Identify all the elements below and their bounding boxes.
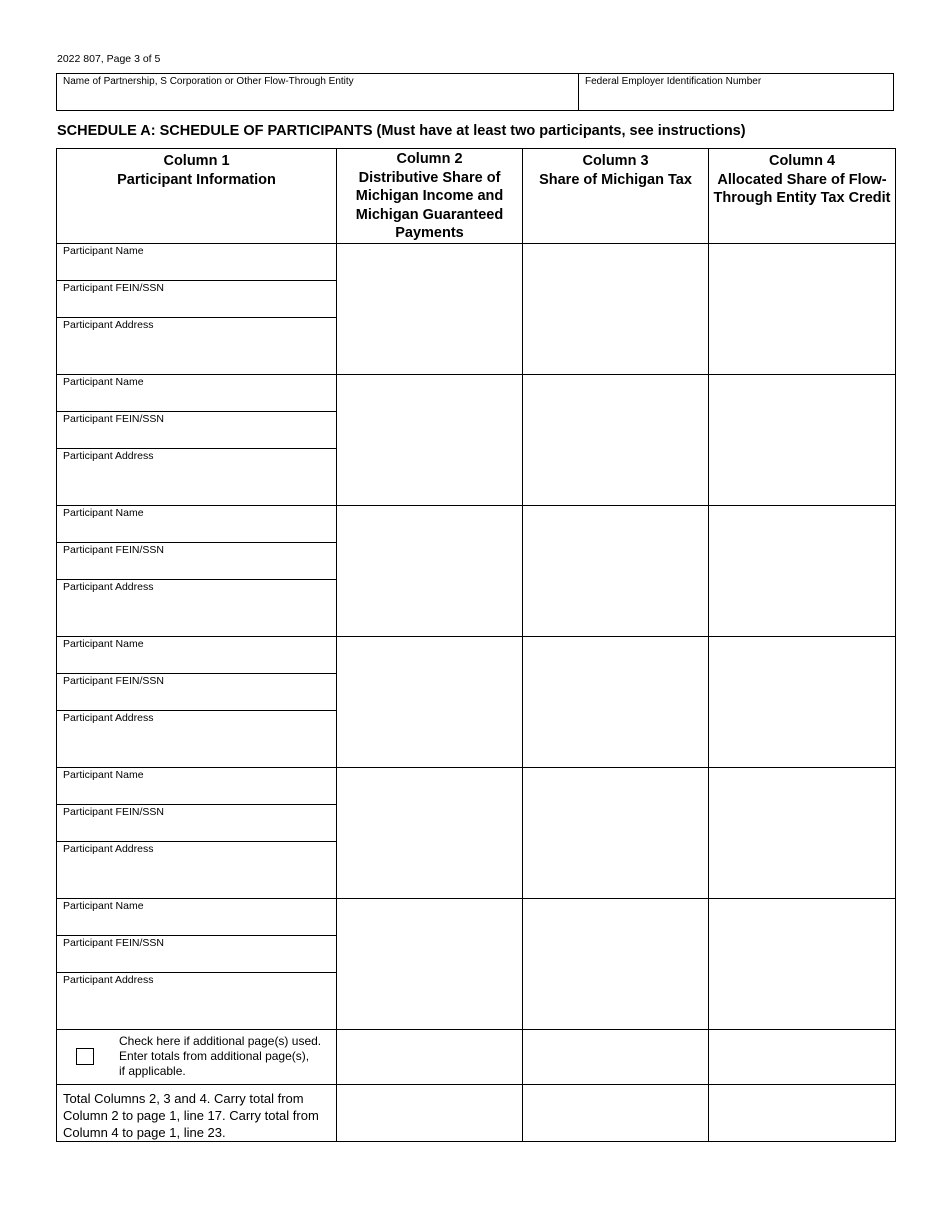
participant-name-label: Participant Name bbox=[63, 506, 144, 519]
additional-pages-cell bbox=[57, 1029, 337, 1084]
participant-address-label: Participant Address bbox=[63, 449, 154, 462]
additional-column-2-field[interactable] bbox=[337, 1029, 523, 1084]
michigan-tax-share-field[interactable] bbox=[523, 374, 709, 505]
total-column-4-field[interactable] bbox=[709, 1084, 896, 1141]
participant-name-label: Participant Name bbox=[63, 375, 144, 388]
additional-pages-text bbox=[119, 1034, 321, 1079]
participant-address-label: Participant Address bbox=[63, 580, 154, 593]
participant-address-label: Participant Address bbox=[63, 842, 154, 855]
allocated-credit-field[interactable] bbox=[709, 898, 896, 1029]
entity-info-box bbox=[56, 73, 894, 111]
additional-pages-line: Check here if additional page(s) used. bbox=[119, 1033, 322, 1048]
participant-fein-label: Participant FEIN/SSN bbox=[63, 674, 164, 687]
column-3-header bbox=[523, 149, 709, 244]
participant-row bbox=[57, 243, 896, 374]
participant-info-cell bbox=[57, 243, 337, 374]
distributive-share-field[interactable] bbox=[337, 636, 523, 767]
schedule-title: SCHEDULE A: SCHEDULE OF PARTICIPANTS (Must have at least two participants, see instructions) bbox=[57, 123, 746, 139]
participant-address-field[interactable] bbox=[57, 318, 336, 374]
participant-name-field[interactable] bbox=[57, 506, 336, 543]
participant-info-cell bbox=[57, 505, 337, 636]
participant-name-label: Participant Name bbox=[63, 768, 144, 781]
additional-column-3-field[interactable] bbox=[523, 1029, 709, 1084]
column-2-subtitle: Distributive Share of Michigan Income and Michigan Guaranteed Payments bbox=[355, 169, 504, 241]
participant-name-field[interactable] bbox=[57, 375, 336, 412]
participant-name-label: Participant Name bbox=[63, 899, 144, 912]
participant-row bbox=[57, 636, 896, 767]
totals-line: Total Columns 2, 3 and 4. Carry total from bbox=[63, 1090, 304, 1106]
totals-line: Column 2 to page 1, line 17. Carry total from bbox=[63, 1107, 319, 1123]
totals-line: Column 4 to page 1, line 23. bbox=[63, 1124, 226, 1140]
distributive-share-field[interactable] bbox=[337, 374, 523, 505]
michigan-tax-share-field[interactable] bbox=[523, 898, 709, 1029]
allocated-credit-field[interactable] bbox=[709, 374, 896, 505]
distributive-share-field[interactable] bbox=[337, 505, 523, 636]
participant-name-label: Participant Name bbox=[63, 244, 144, 257]
distributive-share-field[interactable] bbox=[337, 767, 523, 898]
participant-info-cell bbox=[57, 636, 337, 767]
column-4-header bbox=[709, 149, 896, 244]
additional-column-4-field[interactable] bbox=[709, 1029, 896, 1084]
additional-pages-line: Enter totals from additional page(s), bbox=[119, 1048, 310, 1063]
entity-fein-field[interactable] bbox=[579, 74, 893, 110]
total-column-3-field[interactable] bbox=[523, 1084, 709, 1141]
participant-address-label: Participant Address bbox=[63, 711, 154, 724]
entity-fein-label: Federal Employer Identification Number bbox=[585, 76, 762, 87]
additional-pages-row bbox=[57, 1029, 896, 1084]
michigan-tax-share-field[interactable] bbox=[523, 636, 709, 767]
participant-address-field[interactable] bbox=[57, 842, 336, 898]
column-2-header bbox=[337, 149, 523, 244]
total-column-2-field[interactable] bbox=[337, 1084, 523, 1141]
participant-name-label: Participant Name bbox=[63, 637, 144, 650]
column-4-subtitle: Allocated Share of Flow-Through Entity Tax Credit bbox=[713, 171, 891, 206]
column-1-header bbox=[57, 149, 337, 244]
participant-fein-label: Participant FEIN/SSN bbox=[63, 281, 164, 294]
column-3-title: Column 3 bbox=[582, 153, 649, 169]
additional-pages-checkbox[interactable] bbox=[76, 1048, 94, 1065]
page-label: 2022 807, Page 3 of 5 bbox=[57, 53, 161, 65]
allocated-credit-field[interactable] bbox=[709, 636, 896, 767]
participant-fein-field[interactable] bbox=[57, 936, 336, 973]
participant-fein-label: Participant FEIN/SSN bbox=[63, 543, 164, 556]
participant-row bbox=[57, 505, 896, 636]
column-1-title: Column 1 bbox=[163, 153, 230, 169]
participant-address-label: Participant Address bbox=[63, 318, 154, 331]
participant-fein-label: Participant FEIN/SSN bbox=[63, 412, 164, 425]
distributive-share-field[interactable] bbox=[337, 243, 523, 374]
allocated-credit-field[interactable] bbox=[709, 767, 896, 898]
allocated-credit-field[interactable] bbox=[709, 243, 896, 374]
column-1-subtitle: Participant Information bbox=[117, 171, 276, 188]
michigan-tax-share-field[interactable] bbox=[523, 243, 709, 374]
additional-pages-line: if applicable. bbox=[119, 1063, 186, 1078]
participant-info-cell bbox=[57, 767, 337, 898]
participant-fein-field[interactable] bbox=[57, 281, 336, 318]
participant-address-field[interactable] bbox=[57, 711, 336, 767]
participant-fein-field[interactable] bbox=[57, 805, 336, 842]
participants-table bbox=[56, 148, 896, 1142]
participant-fein-field[interactable] bbox=[57, 543, 336, 580]
participant-address-field[interactable] bbox=[57, 580, 336, 636]
participant-fein-label: Participant FEIN/SSN bbox=[63, 805, 164, 818]
distributive-share-field[interactable] bbox=[337, 898, 523, 1029]
participant-address-label: Participant Address bbox=[63, 973, 154, 986]
totals-row bbox=[57, 1084, 896, 1141]
participant-name-field[interactable] bbox=[57, 768, 336, 805]
participant-row bbox=[57, 767, 896, 898]
entity-name-field[interactable] bbox=[57, 74, 579, 110]
participant-name-field[interactable] bbox=[57, 637, 336, 674]
participant-name-field[interactable] bbox=[57, 244, 336, 281]
participant-fein-field[interactable] bbox=[57, 412, 336, 449]
allocated-credit-field[interactable] bbox=[709, 505, 896, 636]
column-3-subtitle: Share of Michigan Tax bbox=[539, 171, 692, 188]
participant-info-cell bbox=[57, 374, 337, 505]
participant-info-cell bbox=[57, 898, 337, 1029]
participant-address-field[interactable] bbox=[57, 973, 336, 1029]
participant-address-field[interactable] bbox=[57, 449, 336, 505]
entity-name-label: Name of Partnership, S Corporation or Other Flow-Through Entity bbox=[63, 76, 354, 87]
michigan-tax-share-field[interactable] bbox=[523, 505, 709, 636]
participant-fein-field[interactable] bbox=[57, 674, 336, 711]
participant-fein-label: Participant FEIN/SSN bbox=[63, 936, 164, 949]
michigan-tax-share-field[interactable] bbox=[523, 767, 709, 898]
totals-label-cell bbox=[57, 1084, 337, 1141]
participant-name-field[interactable] bbox=[57, 899, 336, 936]
column-2-title: Column 2 bbox=[396, 151, 463, 167]
participant-row bbox=[57, 374, 896, 505]
column-4-title: Column 4 bbox=[768, 153, 836, 169]
participant-row bbox=[57, 898, 896, 1029]
